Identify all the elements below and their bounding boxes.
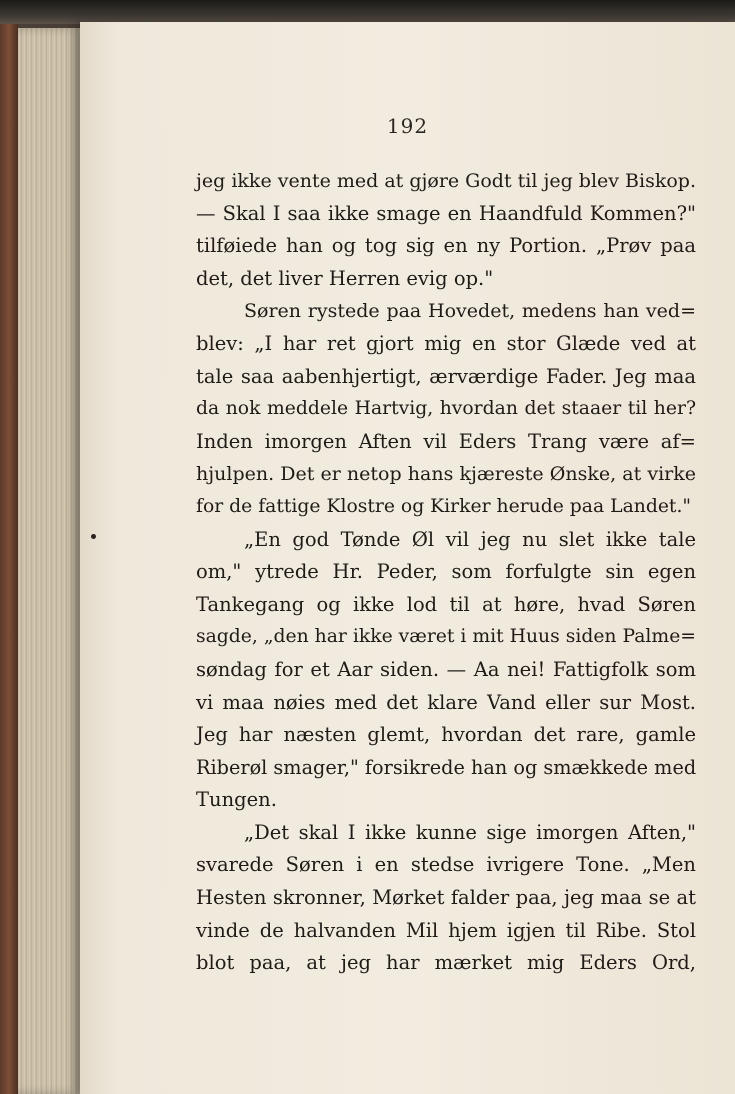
text-line: Riberøl smager," forsikrede han og smækkede med [196, 755, 697, 779]
text-line: tilføiede han og tog sig en ny Portion. „Prøv paa [196, 234, 696, 258]
text-line: svarede Søren i en stedse ivrigere Tone. „Men [196, 853, 696, 877]
margin-ink-dot [91, 534, 96, 539]
text-line: Tankegang og ikke lod til at høre, hvad Søren [196, 592, 696, 616]
text-line: Hesten skronner, Mørket falder paa, jeg maa se at [196, 886, 696, 910]
text-line: for de fattige Klostre og Kirker herude paa Landet." [196, 495, 692, 517]
text-line: „Det skal I ikke kunne sige imorgen Aften," [244, 820, 696, 844]
text-line: jeg ikke vente med at gjøre Godt til jeg blev Biskop. [196, 170, 697, 192]
text-line: Inden imorgen Aften vil Eders Trang være af= [196, 429, 696, 453]
text-line: da nok meddele Hartvig, hvordan det staaer til her? [196, 398, 696, 420]
text-line: søndag for et Aar siden. — Aa nei! Fattigfolk som [196, 657, 696, 681]
text-line: Jeg har næsten glemt, hvordan det rare, gamle [196, 723, 696, 747]
text-line: tale saa aabenhjertigt, ærværdige Fader. Jeg maa [196, 364, 696, 388]
text-line: — Skal I saa ikke smage en Haandfuld Kommen?" [196, 201, 696, 225]
text-line: hjulpen. Det er netop hans kjæreste Ønske, at virke [196, 463, 696, 486]
text-line: blev: „I har ret gjort mig en stor Glæde ved at [196, 331, 696, 355]
text-line: blot paa, at jeg har mærket mig Eders Ord, [196, 951, 696, 975]
text-line: det, det liver Herren evig op." [196, 266, 494, 290]
text-line: Tungen. [196, 788, 277, 812]
page-stack-edge [18, 28, 80, 1094]
text-line: sagde, „den har ikke været i mit Huus siden Palme= [196, 626, 696, 648]
text-line: om," ytrede Hr. Peder, som forfulgte sin egen [196, 560, 696, 584]
text-line: „En god Tønde Øl vil jeg nu slet ikke tale [244, 527, 696, 551]
body-text [196, 165, 696, 980]
book-page [80, 22, 735, 1094]
text-line: vinde de halvanden Mil hjem igjen til Ribe. Stol [196, 918, 696, 942]
page-number: 192 [386, 114, 429, 138]
text-line: Søren rystede paa Hovedet, medens han ved= [244, 300, 696, 323]
text-line: vi maa nøies med det klare Vand eller sur Most. [196, 690, 696, 714]
book-top-edge [0, 0, 735, 24]
book-binding [0, 24, 18, 1094]
